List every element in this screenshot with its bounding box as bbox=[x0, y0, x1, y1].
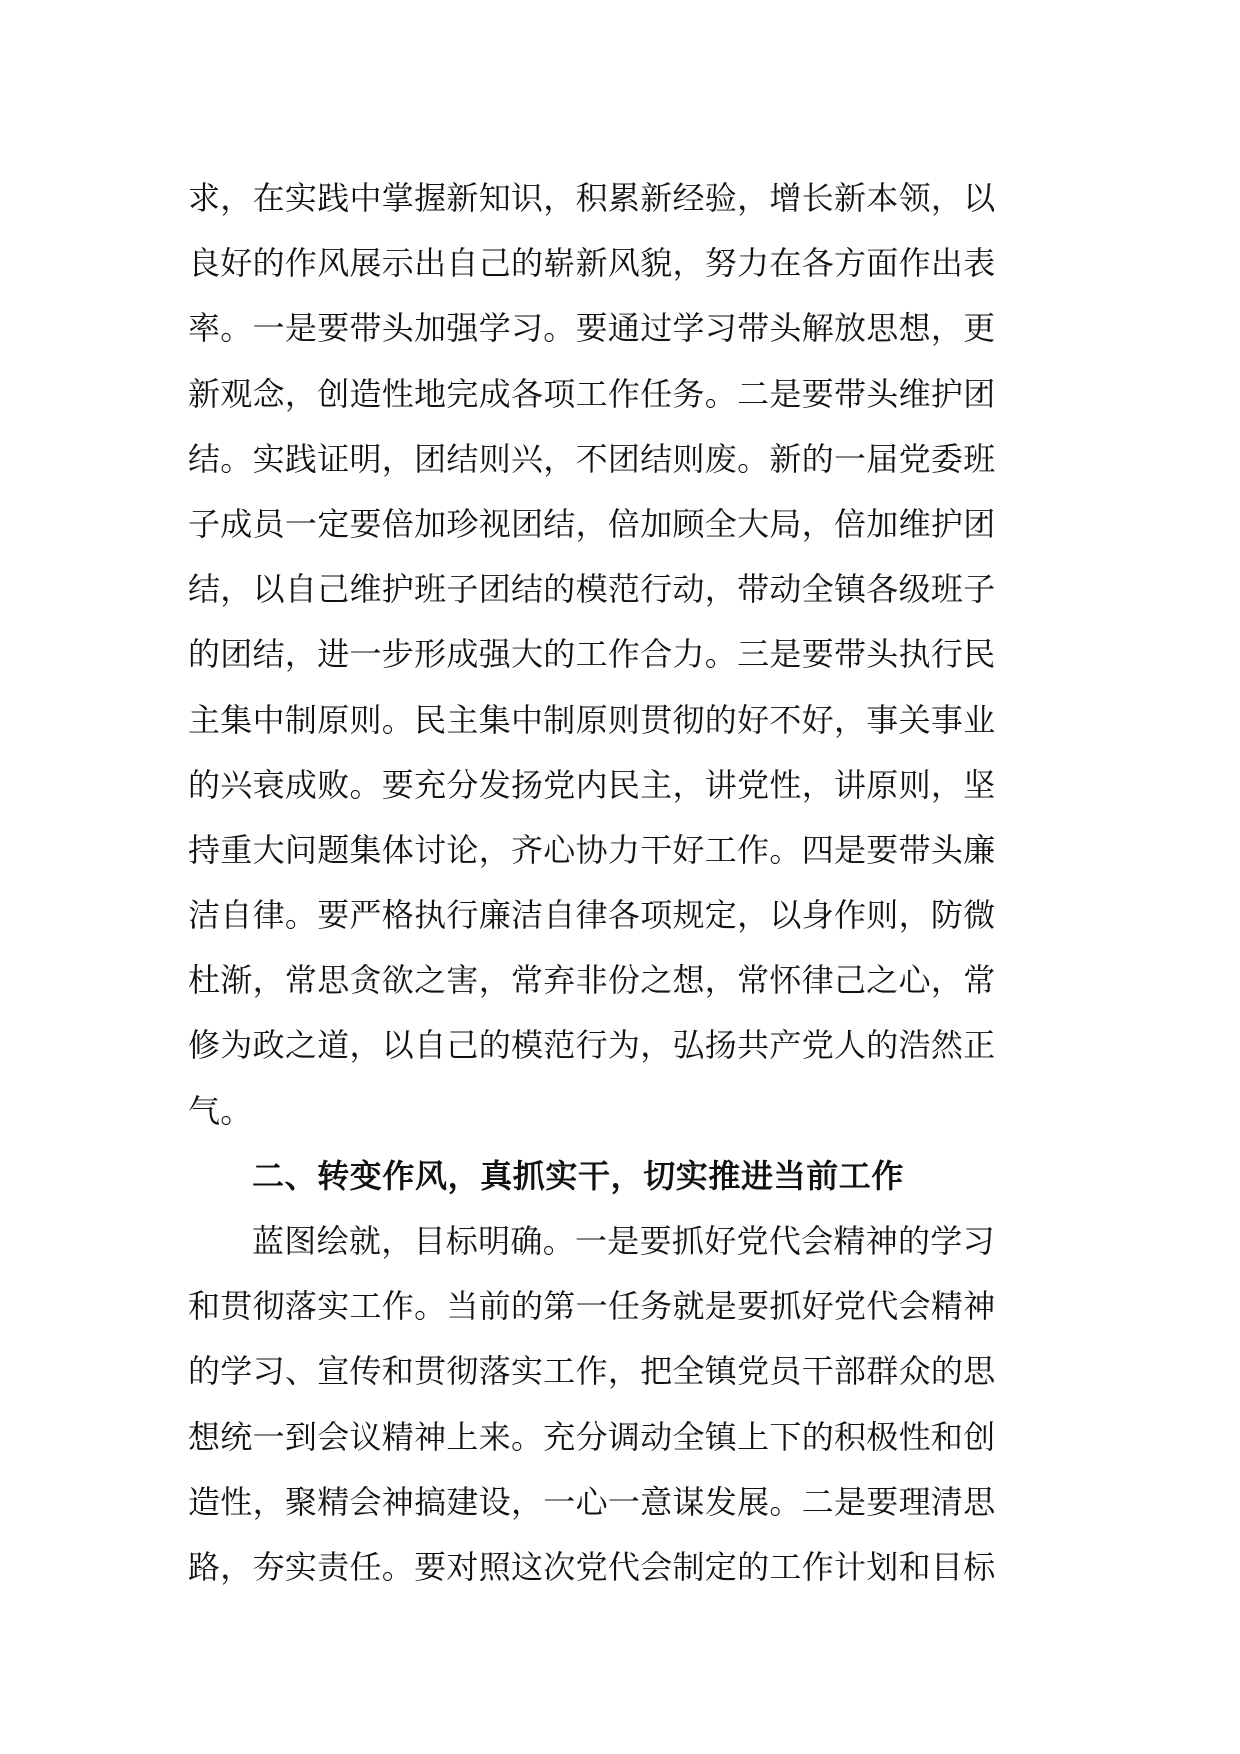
paragraph-line: 想统一到会议精神上来。充分调动全镇上下的积极性和创 bbox=[188, 1417, 996, 1456]
paragraph-line: 良好的作风展示出自己的崭新风貌，努力在各方面作出表 bbox=[188, 244, 996, 283]
paragraph-line: 子成员一定要倍加珍视团结，倍加顾全大局，倍加维护团 bbox=[188, 504, 996, 543]
paragraph-line: 洁自律。要严格执行廉洁自律各项规定，以身作则，防微 bbox=[188, 896, 996, 935]
paragraph-line: 修为政之道，以自己的模范行为，弘扬共产党人的浩然正 bbox=[188, 1026, 996, 1065]
paragraph-line: 蓝图绘就，目标明确。一是要抓好党代会精神的学习 bbox=[252, 1222, 995, 1260]
paragraph-line: 结，以自己维护班子团结的模范行动，带动全镇各级班子 bbox=[188, 570, 996, 609]
paragraph-line: 的学习、宣传和贯彻落实工作，把全镇党员干部群众的思 bbox=[188, 1352, 996, 1391]
paragraph-line: 路，夯实责任。要对照这次党代会制定的工作计划和目标 bbox=[188, 1547, 996, 1586]
paragraph-line: 的团结，进一步形成强大的工作合力。三是要带头执行民 bbox=[188, 635, 996, 674]
paragraph-line: 求，在实践中掌握新知识，积累新经验，增长新本领，以 bbox=[188, 179, 996, 217]
paragraph-line: 结。实践证明，团结则兴，不团结则废。新的一届党委班 bbox=[188, 439, 996, 478]
paragraph-line: 主集中制原则。民主集中制原则贯彻的好不好，事关事业 bbox=[188, 700, 996, 739]
paragraph-line: 新观念，创造性地完成各项工作任务。二是要带头维护团 bbox=[188, 374, 996, 413]
paragraph-line: 造性，聚精会神搞建设，一心一意谋发展。二是要理清思 bbox=[188, 1482, 996, 1521]
paragraph-line: 和贯彻落实工作。当前的第一任务就是要抓好党代会精神 bbox=[188, 1287, 996, 1326]
paragraph-line: 率。一是要带头加强学习。要通过学习带头解放思想，更 bbox=[188, 309, 996, 348]
paragraph-line: 的兴衰成败。要充分发扬党内民主，讲党性，讲原则，坚 bbox=[188, 765, 996, 804]
paragraph-line: 气。 bbox=[188, 1091, 253, 1130]
paragraph-line: 杜渐，常思贪欲之害，常弃非份之想，常怀律己之心，常 bbox=[188, 961, 996, 1000]
section-heading: 二、转变作风，真抓实干，切实推进当前工作 bbox=[252, 1156, 905, 1195]
paragraph-line: 持重大问题集体讨论，齐心协力干好工作。四是要带头廉 bbox=[188, 830, 996, 869]
document-body bbox=[188, 166, 1058, 1600]
